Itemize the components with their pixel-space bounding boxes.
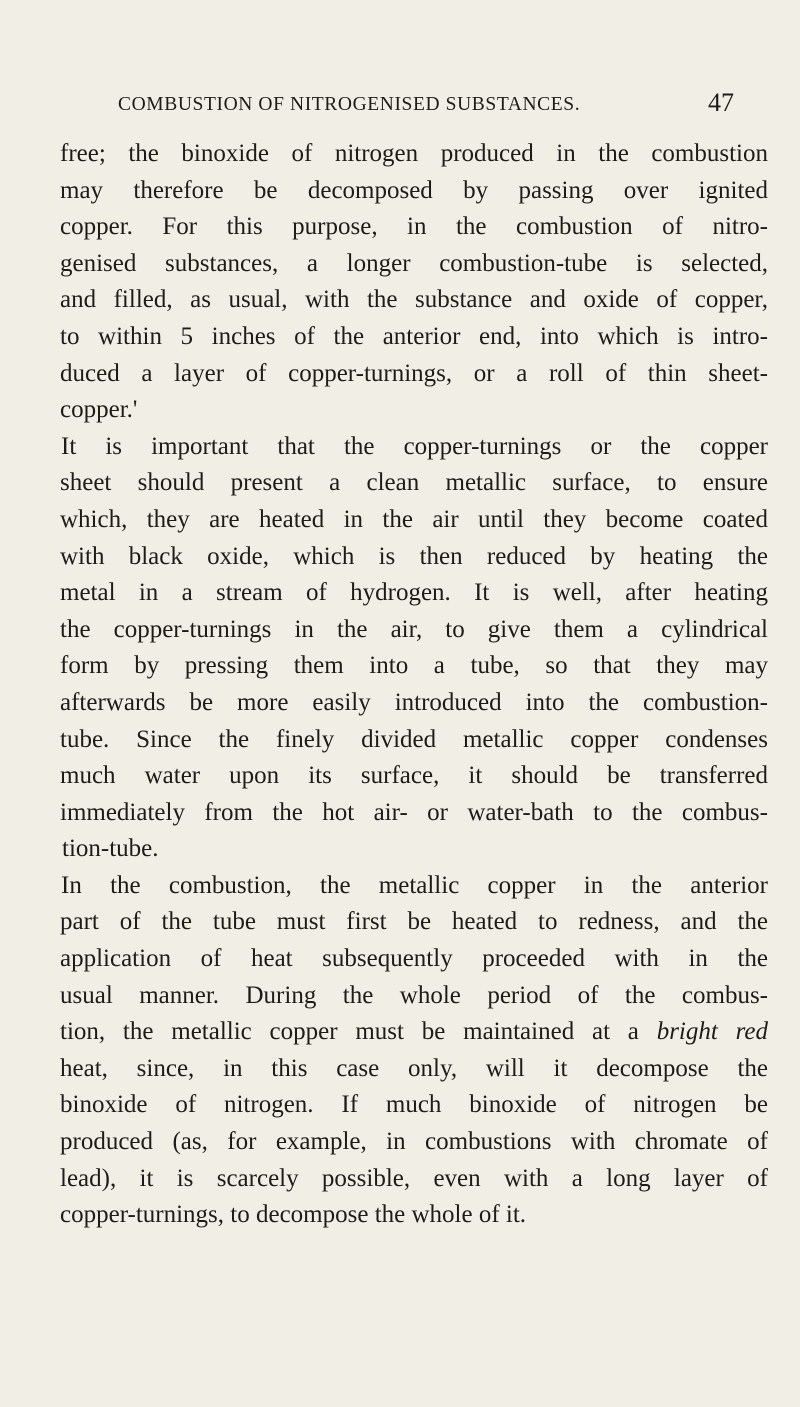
text-line-with-emphasis: [60, 1014, 768, 1051]
text-line: and filled, as usual, with the substance and oxide of copper,: [60, 286, 768, 314]
emphasis-bright: bright red: [656, 1018, 768, 1046]
text-line: binoxide of nitrogen. If much binoxide of nitrogen be: [60, 1091, 768, 1119]
paragraph-start-line: In the combustion, the metallic copper in the anterior: [61, 871, 768, 899]
text-line: with black oxide, which is then reduced by heating the: [60, 542, 768, 570]
line-text: tion, the metallic copper must be maintained at a: [60, 1018, 639, 1046]
text-line: copper-turnings, to decompose the whole of it.: [60, 1201, 527, 1229]
text-line: may therefore be decomposed by passing over ignited: [60, 176, 768, 204]
text-line: the copper-turnings in the air, to give them a cylindrical: [60, 615, 768, 643]
text-line: which, they are heated in the air until they become coated: [60, 505, 768, 533]
text-line: metal in a stream of hydrogen. It is well, after heating: [60, 579, 768, 607]
running-head: [70, 88, 790, 122]
text-line: copper. For this purpose, in the combustion of nitro-: [60, 213, 768, 241]
text-line: free; the binoxide of nitrogen produced in the combustion: [60, 140, 768, 167]
text-line: afterwards be more easily introduced into the combustion-: [60, 688, 768, 716]
text-line: part of the tube must first be heated to redness, and the: [60, 908, 768, 936]
text-line: to within 5 inches of the anterior end, into which is intro-: [60, 322, 768, 350]
running-title: COMBUSTION OF NITROGENISED SUBSTANCES.: [118, 94, 581, 115]
text-line: genised substances, a longer combustion-tube is selected,: [60, 249, 768, 277]
paragraph-start-line: It is important that the copper-turnings or the copper: [61, 432, 768, 460]
text-line: lead), it is scarcely possible, even with a long layer of: [60, 1164, 768, 1192]
text-line: immediately from the hot air- or water-bath to the combus-: [60, 798, 768, 826]
text-line: tube. Since the finely divided metallic copper condenses: [60, 725, 768, 753]
text-line: produced (as, for example, in combustions with chromate of: [60, 1128, 768, 1156]
text-line: duced a layer of copper-turnings, or a roll of thin sheet-: [60, 359, 768, 387]
page-number: 47: [708, 88, 734, 117]
text-line: usual manner. During the whole period of the combus-: [60, 981, 768, 1009]
text-line: form by pressing them into a tube, so that they may: [60, 652, 768, 680]
text-line: tion-tube.: [62, 835, 159, 863]
text-line: much water upon its surface, it should be transferred: [60, 762, 768, 790]
text-line: copper.': [60, 396, 138, 424]
body-text: [60, 136, 768, 1234]
text-line: application of heat subsequently proceeded with in the: [60, 945, 768, 973]
text-line: sheet should present a clean metallic surface, to ensure: [60, 469, 768, 497]
text-line: heat, since, in this case only, will it decompose the: [60, 1054, 768, 1082]
